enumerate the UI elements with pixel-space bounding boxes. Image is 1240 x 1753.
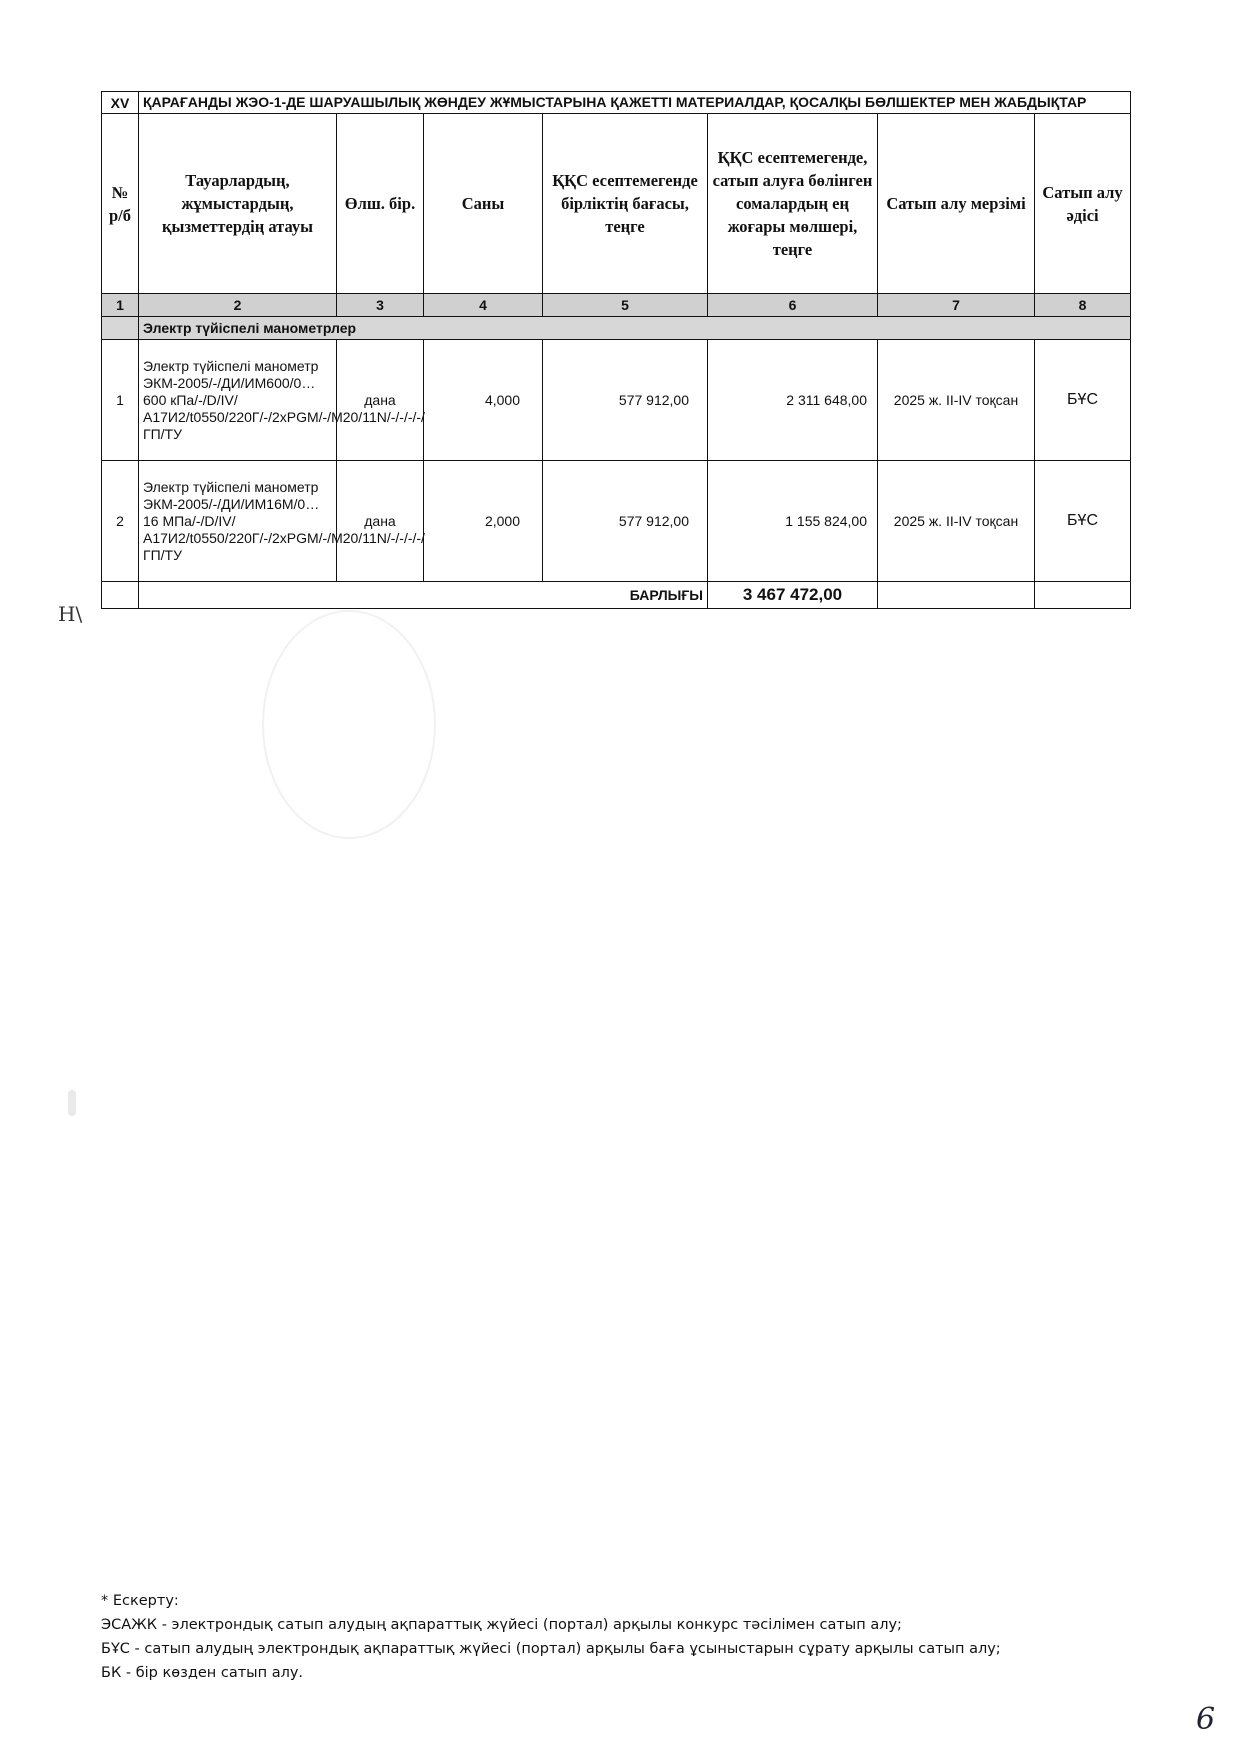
total-value: 3 467 472,00: [708, 582, 878, 609]
item-method: БҰС: [1035, 340, 1131, 461]
total-empty: [1035, 582, 1131, 609]
group-row: [102, 317, 1131, 340]
item-method: БҰС: [1035, 461, 1131, 582]
header-row: [102, 114, 1131, 294]
group-spacer: [102, 317, 139, 340]
item-unit: дана: [337, 340, 424, 461]
page-number: 6: [1196, 1702, 1216, 1737]
table-row: [102, 340, 1131, 461]
item-name: Электр түйіспелі манометр ЭКМ-2005/-/ДИ/ИМ600/0…600 кПа/-/D/IV/А17И2/t0550/220Г/-/2хPGM/-/M20/11N/-/-/-/-/ГП/ТУ: [139, 340, 337, 461]
column-index: 7: [878, 294, 1035, 317]
item-unit-price: 577 912,00: [543, 340, 708, 461]
header-period: Сатып алу мерзімі: [878, 114, 1035, 294]
notes-block: [101, 1589, 1151, 1685]
total-label: БАРЛЫҒЫ: [139, 582, 708, 609]
section-row: [102, 92, 1131, 114]
section-title: ҚАРАҒАНДЫ ЖЭО-1-ДЕ ШАРУАШЫЛЫҚ ЖӨНДЕУ ЖҰМЫСТАРЫНА ҚАЖЕТТІ МАТЕРИАЛДАР, ҚОСАЛҚЫ БӨЛШЕКТЕР МЕН ЖАБДЫҚТАР: [139, 92, 1131, 114]
item-period: 2025 ж. II-IV тоқсан: [878, 461, 1035, 582]
column-index: 2: [139, 294, 337, 317]
margin-mark: Н\: [58, 602, 83, 626]
item-name: Электр түйіспелі манометр ЭКМ-2005/-/ДИ/ИМ16М/0…16 МПа/-/D/IV/А17И2/t0550/220Г/-/2хPGM/-/M20/11N/-/-/-/-/ГП/ТУ: [139, 461, 337, 582]
item-unit: дана: [337, 461, 424, 582]
header-name: Тауарлардың, жұмыстардың, қызметтердің атауы: [139, 114, 337, 294]
header-unit-price: ҚҚС есептемегенде бірліктің бағасы, теңге: [543, 114, 708, 294]
header-number: № р/б: [102, 114, 139, 294]
column-index: 4: [424, 294, 543, 317]
binder-hole: [68, 1090, 76, 1116]
group-label: Электр түйіспелі манометрлер: [139, 317, 1131, 340]
item-max-amount: 2 311 648,00: [708, 340, 878, 461]
notes-title: * Ескерту:: [101, 1593, 179, 1609]
item-unit-price: 577 912,00: [543, 461, 708, 582]
column-index: 6: [708, 294, 878, 317]
total-empty: [878, 582, 1035, 609]
header-method: Сатып алу әдісі: [1035, 114, 1131, 294]
note-line: БК - бір көзден сатып алу.: [101, 1665, 304, 1681]
procurement-table: [101, 91, 1131, 609]
row-number: 1: [102, 340, 139, 461]
header-quantity: Саны: [424, 114, 543, 294]
column-index: 1: [102, 294, 139, 317]
item-max-amount: 1 155 824,00: [708, 461, 878, 582]
faded-stamp: [262, 610, 436, 839]
column-index: 8: [1035, 294, 1131, 317]
table-row: [102, 461, 1131, 582]
column-index-row: [102, 294, 1131, 317]
total-spacer: [102, 582, 139, 609]
row-number: 2: [102, 461, 139, 582]
header-max-amount: ҚҚС есептемегенде, сатып алуға бөлінген сомалардың ең жоғары мөлшері, теңге: [708, 114, 878, 294]
column-index: 5: [543, 294, 708, 317]
note-line: ЭСАЖК - электрондық сатып алудың ақпараттық жүйесі (портал) арқылы конкурс тәсілімен сатып алу;: [101, 1617, 902, 1633]
item-period: 2025 ж. II-IV тоқсан: [878, 340, 1035, 461]
total-row: [102, 582, 1131, 609]
item-quantity: 2,000: [424, 461, 543, 582]
item-quantity: 4,000: [424, 340, 543, 461]
header-unit: Өлш. бір.: [337, 114, 424, 294]
note-line: БҰС - сатып алудың электрондық ақпараттық жүйесі (портал) арқылы баға ұсыныстарын сұрату арқылы сатып алу;: [101, 1641, 1001, 1657]
column-index: 3: [337, 294, 424, 317]
section-number: XV: [102, 92, 139, 114]
